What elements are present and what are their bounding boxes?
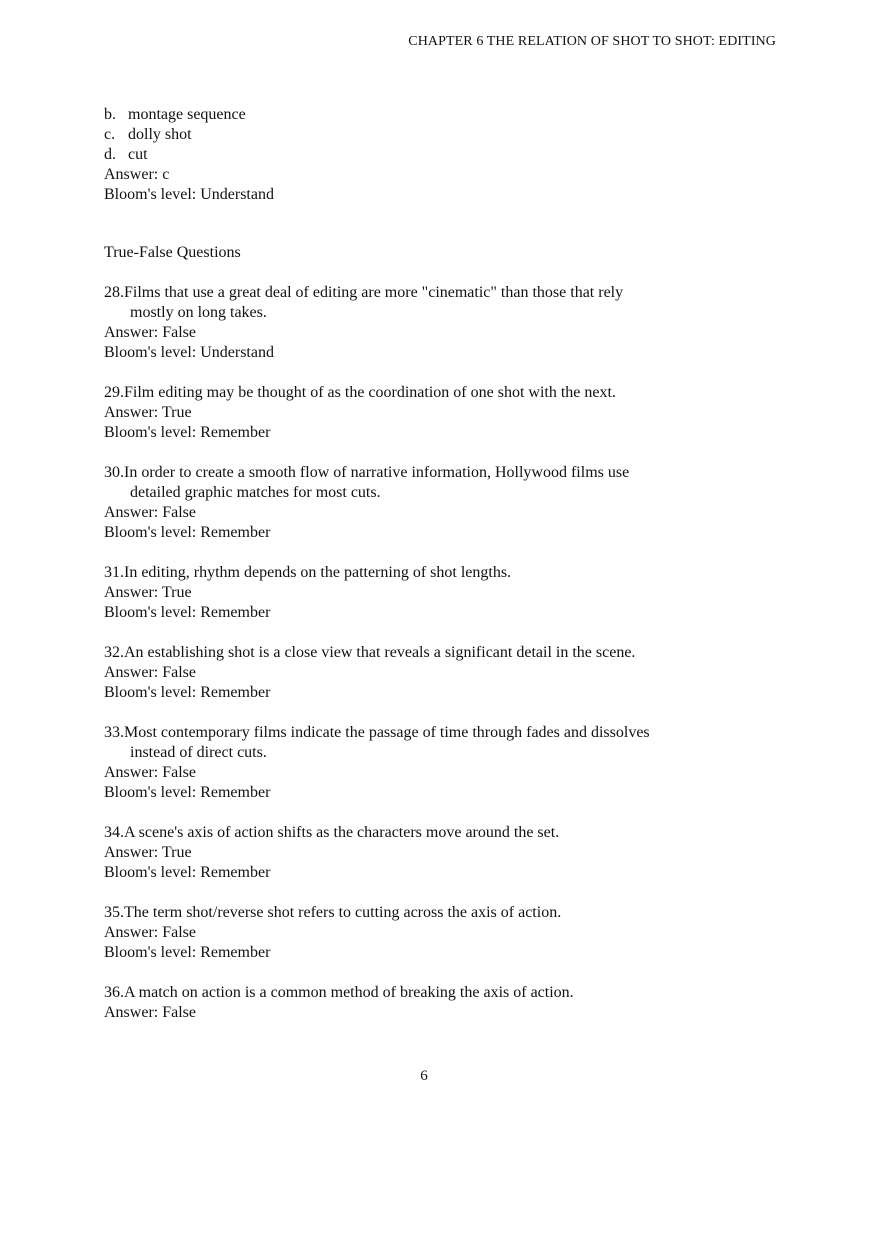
page-number: 6 xyxy=(420,1068,428,1084)
answer: Answer: True xyxy=(104,844,192,861)
question-34 xyxy=(104,823,784,883)
question-number: 29. xyxy=(104,384,124,401)
section-title: True-False Questions xyxy=(104,244,241,261)
option-d xyxy=(104,145,784,165)
question-number: 34. xyxy=(104,824,124,841)
question-number: 32. xyxy=(104,644,124,661)
question-text: Films that use a great deal of editing are more "cinematic" than those that rely xyxy=(124,284,624,301)
answer: Answer: False xyxy=(104,324,196,341)
question-text: A match on action is a common method of breaking the axis of action. xyxy=(124,984,574,1001)
question-number: 36. xyxy=(104,984,124,1001)
question-text: Most contemporary films indicate the passage of time through fades and dissolves xyxy=(124,724,650,741)
bloom-level: Bloom's level: Remember xyxy=(104,424,271,441)
question-text: A scene's axis of action shifts as the characters move around the set. xyxy=(124,824,560,841)
option-text: cut xyxy=(128,146,148,163)
bloom-level: Bloom's level: Understand xyxy=(104,344,274,361)
option-letter: c. xyxy=(104,126,116,143)
bloom-level: Bloom's level: Remember xyxy=(104,684,271,701)
option-letter: b. xyxy=(104,106,116,123)
bloom-level: Bloom's level: Remember xyxy=(104,524,271,541)
question-text: The term shot/reverse shot refers to cutting across the axis of action. xyxy=(124,904,562,921)
question-text-continued: instead of direct cuts. xyxy=(130,744,267,761)
answer: Answer: False xyxy=(104,924,196,941)
question-number: 35. xyxy=(104,904,124,921)
question-33 xyxy=(104,723,784,803)
answer: Answer: True xyxy=(104,584,192,601)
page-content xyxy=(104,105,784,1043)
question-text: In order to create a smooth flow of narrative information, Hollywood films use xyxy=(124,464,630,481)
answer: Answer: True xyxy=(104,404,192,421)
question-text: In editing, rhythm depends on the patterning of shot lengths. xyxy=(124,564,512,581)
answer: Answer: False xyxy=(104,504,196,521)
bloom-level: Bloom's level: Remember xyxy=(104,604,271,621)
question-32 xyxy=(104,643,784,703)
question-number: 28. xyxy=(104,284,124,301)
bloom-level: Bloom's level: Remember xyxy=(104,864,271,881)
previous-answer: Answer: c xyxy=(104,166,170,183)
question-30 xyxy=(104,463,784,543)
question-text-continued: detailed graphic matches for most cuts. xyxy=(130,484,381,501)
option-text: montage sequence xyxy=(128,106,246,123)
question-29 xyxy=(104,383,784,443)
bloom-level: Bloom's level: Remember xyxy=(104,784,271,801)
running-header: CHAPTER 6 THE RELATION OF SHOT TO SHOT: EDITING xyxy=(408,34,776,49)
question-number: 33. xyxy=(104,724,124,741)
question-text: An establishing shot is a close view that reveals a significant detail in the scene. xyxy=(124,644,636,661)
option-b xyxy=(104,105,784,125)
question-number: 31. xyxy=(104,564,124,581)
option-c xyxy=(104,125,784,145)
answer-options xyxy=(104,105,784,205)
question-number: 30. xyxy=(104,464,124,481)
question-35 xyxy=(104,903,784,963)
previous-bloom-level: Bloom's level: Understand xyxy=(104,186,274,203)
answer: Answer: False xyxy=(104,764,196,781)
answer: Answer: False xyxy=(104,1004,196,1021)
answer: Answer: False xyxy=(104,664,196,681)
option-text: dolly shot xyxy=(128,126,192,143)
question-text: Film editing may be thought of as the coordination of one shot with the next. xyxy=(124,384,616,401)
question-31 xyxy=(104,563,784,623)
option-letter: d. xyxy=(104,146,116,163)
question-36 xyxy=(104,983,784,1023)
question-28 xyxy=(104,283,784,363)
question-text-continued: mostly on long takes. xyxy=(130,304,267,321)
bloom-level: Bloom's level: Remember xyxy=(104,944,271,961)
